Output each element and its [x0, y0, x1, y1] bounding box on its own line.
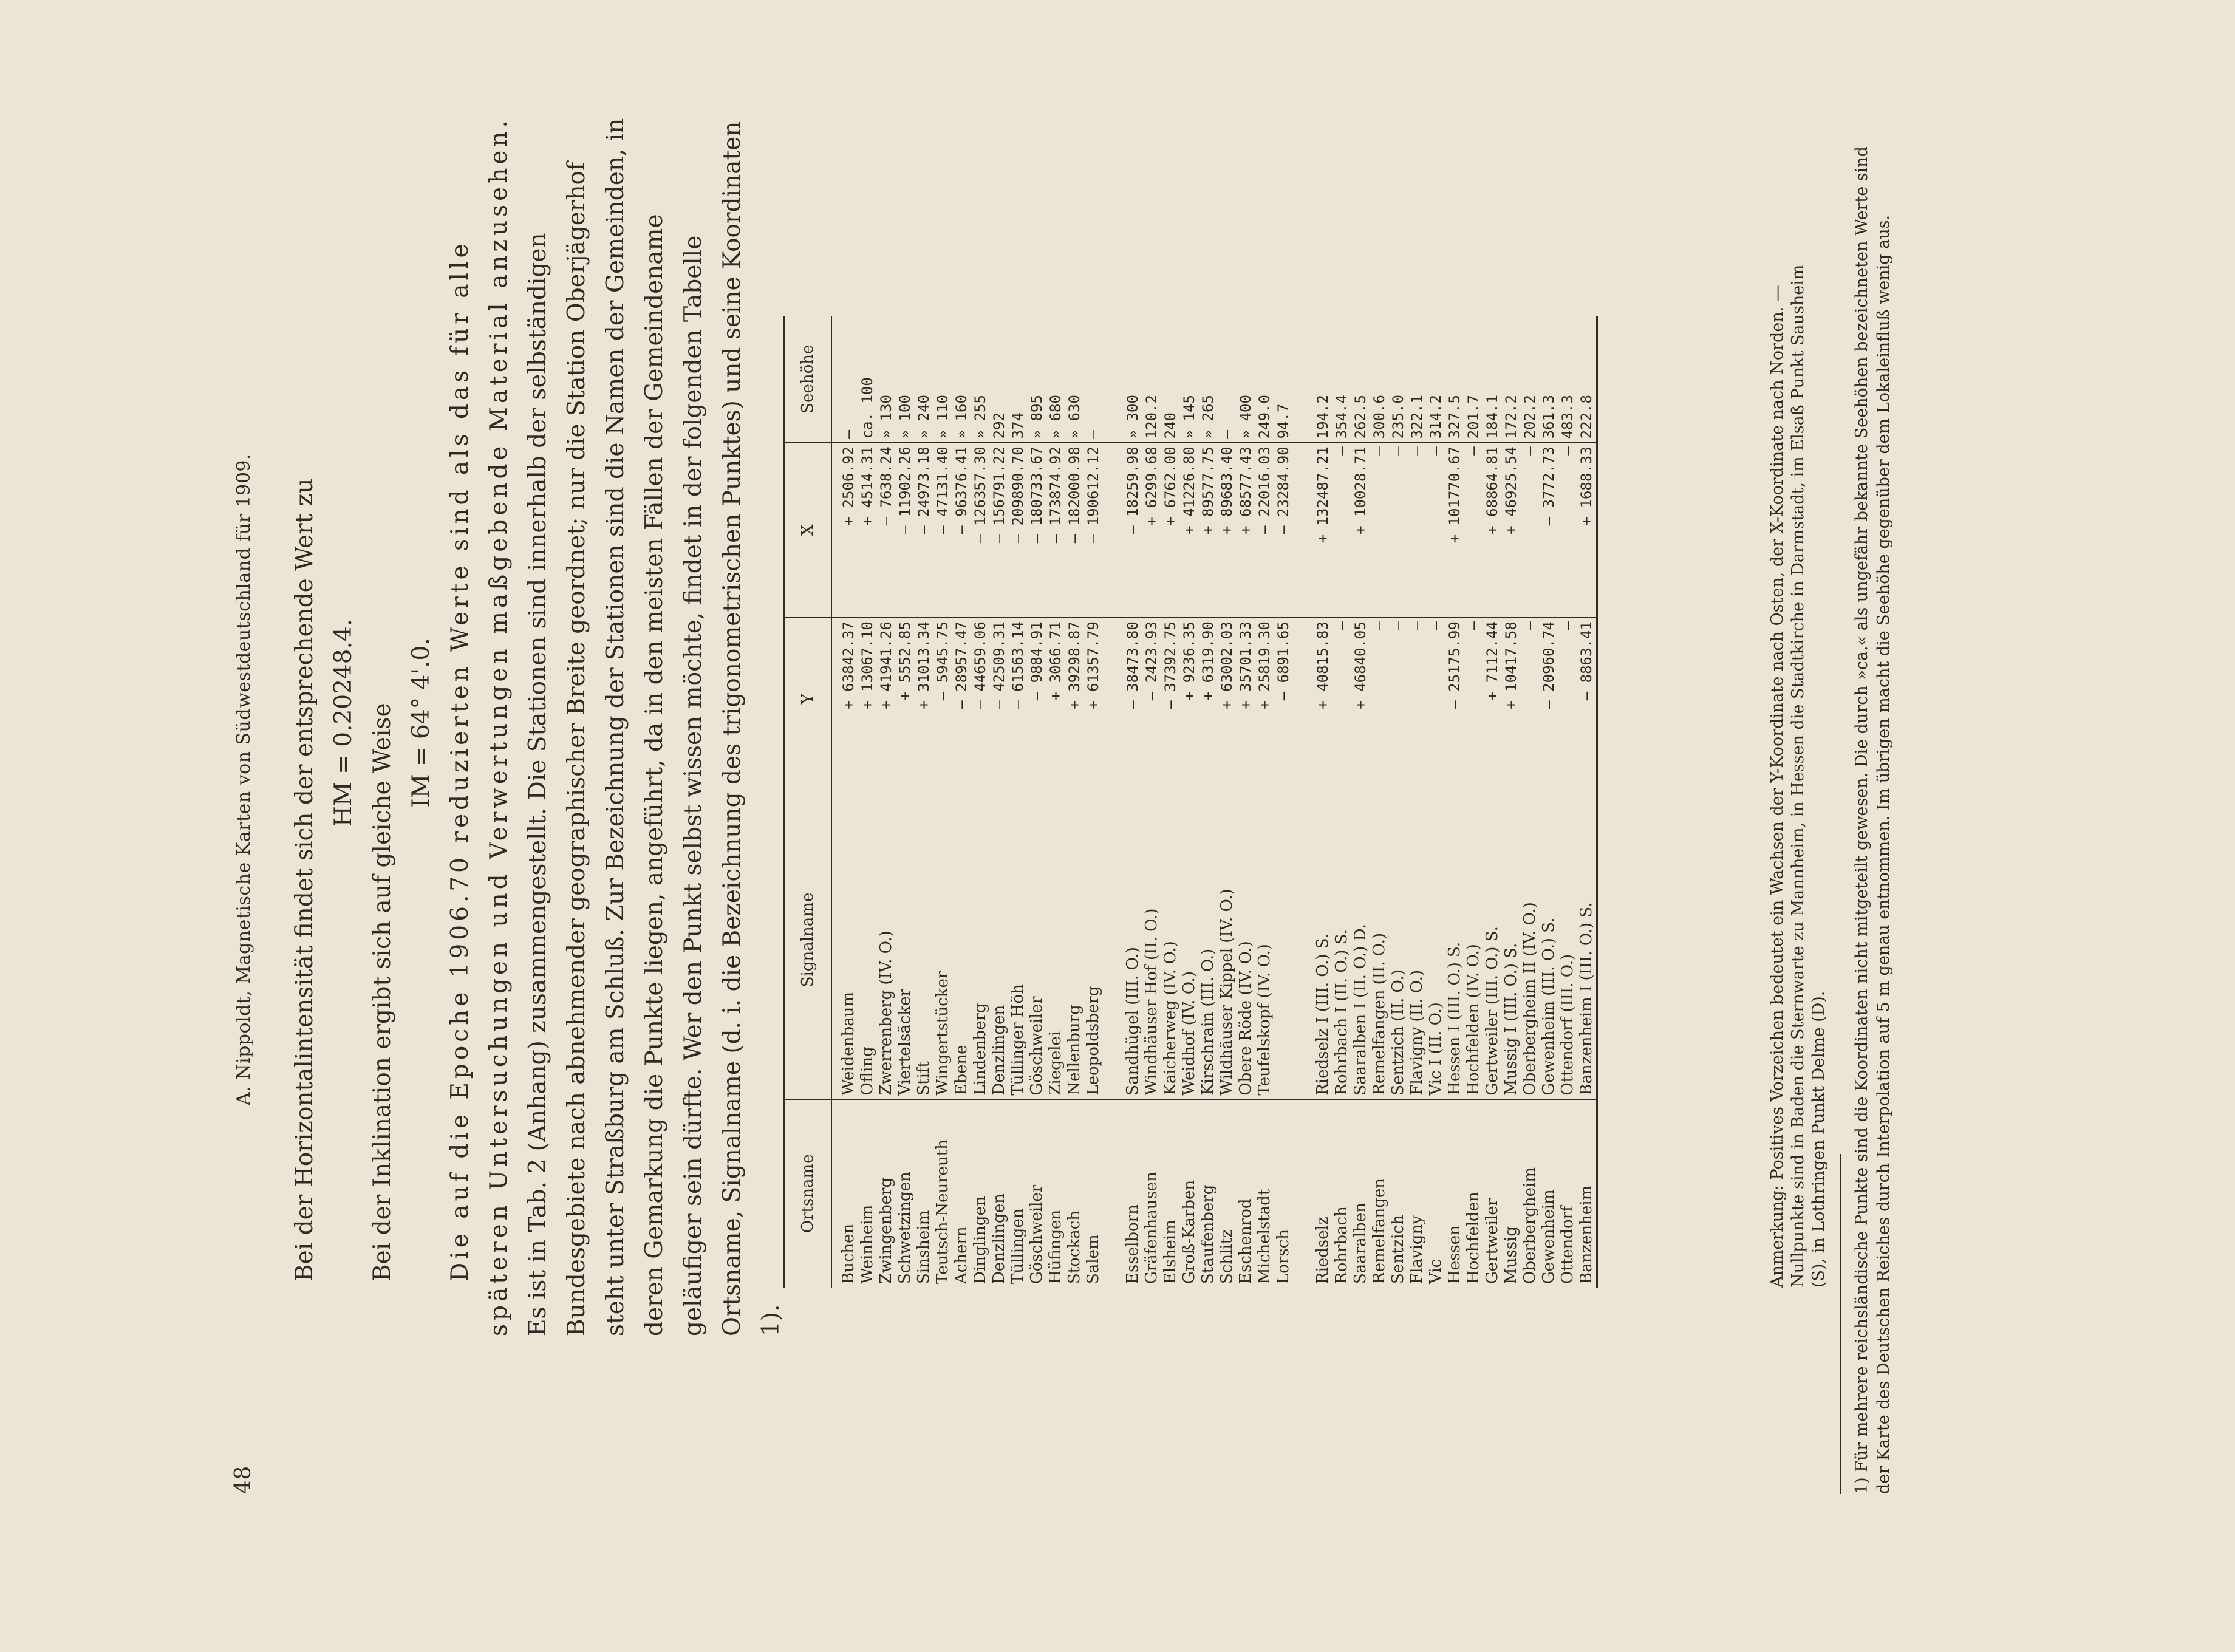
signalname-cell: Hochfelden (IV. O.) — [1464, 780, 1483, 1099]
ortsname-cell: Sinsheim — [915, 1210, 933, 1284]
group-separator — [1293, 316, 1314, 1288]
y-cell: — 38473.80 — [1124, 618, 1142, 780]
seehoehe-cell: 327.5 — [1445, 316, 1464, 443]
ortsname-cell: Schlitz — [1218, 1229, 1236, 1284]
table-row — [915, 316, 933, 1288]
ortsname-cell: Ottendorf — [1558, 1206, 1577, 1284]
x-cell: + 89683.40 — [1218, 443, 1237, 618]
ortsname-cell: Flavigny — [1408, 1215, 1426, 1284]
signalname-cell: Denzlingen — [990, 780, 1009, 1099]
signalname-cell: Kaicherweg (IV. O.) — [1161, 780, 1180, 1099]
signalname-cell: Windhäuser Hof (II. O.) — [1142, 780, 1161, 1099]
x-cell: + 4514.31 — [858, 443, 877, 618]
ortsname-cell: Sentzich — [1389, 1215, 1407, 1284]
y-cell: + 31013.34 — [915, 618, 933, 780]
ortsname-cell: Salem — [1084, 1234, 1102, 1284]
separator-cell — [1293, 443, 1314, 618]
im-intro: Bei der Inklination ergibt sich auf gleiche Weise — [369, 703, 396, 1282]
seehoehe-cell: — — [831, 316, 858, 443]
x-cell: — 209890.70 — [1009, 443, 1028, 618]
footnote-rule — [1840, 1154, 1841, 1494]
running-title: A. Nippoldt, Magnetische Karten von Südwestdeutschland für 1909. — [233, 453, 254, 1105]
footnote: 1) Für mehrere reichsländische Punkte sind die Koordinaten nicht mitgeteilt gewesen. Die durch »ca.« als ungefähr bekannte Seehöhen bezeichneten Werte sind der Karte des Deutschen Reiches durch Interpolation auf 5 m genau entnommen. Im übrigen macht die Seehöhe gegenüber dem Lokaleinfluß wenig aus. — [1852, 146, 1893, 1494]
x-cell: + 1688.33 — [1577, 443, 1597, 618]
table-row — [1314, 316, 1332, 1288]
seehoehe-cell: » 680 — [1046, 316, 1065, 443]
x-cell: — — [1389, 443, 1408, 618]
separator-cell — [1103, 316, 1124, 443]
y-cell: — 2423.93 — [1142, 618, 1161, 780]
seehoehe-cell: » 240 — [915, 316, 933, 443]
seehoehe-cell: 184.1 — [1483, 316, 1502, 443]
group-separator — [1103, 316, 1124, 1288]
table-row — [896, 316, 915, 1288]
ortsname-cell: Michelstadt — [1255, 1189, 1274, 1284]
seehoehe-cell: » 110 — [933, 316, 952, 443]
table-row — [990, 316, 1009, 1288]
seehoehe-cell: » 145 — [1180, 316, 1199, 443]
y-cell: — — [1464, 618, 1483, 780]
seehoehe-cell: — — [1218, 316, 1237, 443]
ortsname-cell: Gewenheim — [1540, 1189, 1558, 1284]
y-cell: — 28957.47 — [952, 618, 971, 780]
x-cell: — 173874.92 — [1046, 443, 1065, 618]
separator-cell — [1103, 1099, 1124, 1288]
signalname-cell: Ofling — [858, 780, 877, 1099]
x-cell: + 10028.71 — [1351, 443, 1370, 618]
signalname-cell: Wingertstücker — [933, 780, 952, 1099]
ortsname-cell: Gräfenhausen — [1142, 1172, 1161, 1284]
y-cell: + 13067.10 — [858, 618, 877, 780]
table-row — [1521, 316, 1540, 1288]
coordinates-table — [783, 316, 1598, 1288]
seehoehe-cell: » 300 — [1124, 316, 1142, 443]
y-cell: — — [1332, 618, 1351, 780]
signalname-cell: Weidenbaum — [831, 780, 858, 1099]
col-y: Y — [785, 618, 832, 780]
ortsname-cell: Achern — [952, 1226, 971, 1284]
body-text — [285, 109, 791, 1336]
y-cell: — — [1558, 618, 1577, 780]
signalname-cell: Lindenberg — [971, 780, 990, 1099]
table-body — [831, 316, 1597, 1288]
ortsname-cell: Schwetzingen — [896, 1172, 914, 1284]
x-cell: + 46925.54 — [1502, 443, 1521, 618]
table-row — [1065, 316, 1084, 1288]
x-cell: + 2506.92 — [831, 443, 858, 618]
x-cell: + 41226.80 — [1180, 443, 1199, 618]
x-cell: — 23284.90 — [1274, 443, 1293, 618]
seehoehe-cell: » 100 — [896, 316, 915, 443]
x-cell: — 11902.26 — [896, 443, 915, 618]
x-cell: — 190612.12 — [1084, 443, 1103, 618]
table-row — [1502, 316, 1521, 1288]
ortsname-cell: Tüllingen — [1009, 1208, 1027, 1284]
table-row — [1577, 316, 1597, 1288]
separator-cell — [1103, 618, 1124, 780]
ortsname-cell: Denzlingen — [990, 1193, 1008, 1284]
table-row — [1028, 316, 1046, 1288]
signalname-cell: Oberbergheim II (IV. O.) — [1521, 780, 1540, 1099]
y-cell: — 5945.75 — [933, 618, 952, 780]
signalname-cell: Hessen I (III. O.) S. — [1445, 780, 1464, 1099]
table-row — [1046, 316, 1065, 1288]
hm-intro: Bei der Horizontalintensität findet sich der entsprechende Wert zu — [291, 478, 318, 1282]
ortsname-cell: Vic — [1427, 1258, 1445, 1284]
ortsname-cell: Eschenrod — [1237, 1198, 1255, 1284]
x-cell: + 6762.00 — [1161, 443, 1180, 618]
ortsname-cell: Weinheim — [858, 1204, 876, 1284]
y-cell: + 6319.90 — [1199, 618, 1218, 780]
ortsname-cell: Hochfelden — [1464, 1192, 1483, 1284]
signalname-cell: Gewenheim (III. O.) S. — [1540, 780, 1558, 1099]
table-row — [1558, 316, 1577, 1288]
seehoehe-cell: — — [1084, 316, 1103, 443]
signalname-cell: Vic I (II. O.) — [1427, 780, 1445, 1099]
separator-cell — [1103, 780, 1124, 1099]
seehoehe-cell: » 895 — [1028, 316, 1046, 443]
ortsname-cell: Remelfangen — [1370, 1178, 1388, 1284]
table-row — [1274, 316, 1293, 1288]
seehoehe-cell: 222.8 — [1577, 316, 1597, 443]
table-row — [1255, 316, 1274, 1288]
seehoehe-cell: » 630 — [1065, 316, 1084, 443]
table-row — [1124, 316, 1142, 1288]
table-row — [1332, 316, 1351, 1288]
signalname-cell: Riedselz I (III. O.) S. — [1314, 780, 1332, 1099]
x-cell: + 68577.43 — [1237, 443, 1255, 618]
table-row — [1161, 316, 1180, 1288]
y-cell: + 39298.87 — [1065, 618, 1084, 780]
table-row — [1218, 316, 1237, 1288]
ortsname-cell: Staufenberg — [1199, 1184, 1217, 1284]
signalname-cell: Tüllinger Höh — [1009, 780, 1028, 1099]
y-cell: + 10417.58 — [1502, 618, 1521, 780]
y-cell: + 63002.03 — [1218, 618, 1237, 780]
x-cell: — 22016.03 — [1255, 443, 1274, 618]
y-cell: + 9236.35 — [1180, 618, 1199, 780]
signalname-cell: Banzenheim I (III. O.) S. — [1577, 780, 1597, 1099]
x-cell: + 101770.67 — [1445, 443, 1464, 618]
signalname-cell: Gertweiler (III. O.) S. — [1483, 780, 1502, 1099]
ortsname-cell: Saaralben — [1351, 1203, 1370, 1284]
x-cell: — 24973.18 — [915, 443, 933, 618]
seehoehe-cell: » 255 — [971, 316, 990, 443]
signalname-cell: Göschweiler — [1028, 780, 1046, 1099]
signalname-cell: Stift — [915, 780, 933, 1099]
signalname-cell: Nellenburg — [1065, 780, 1084, 1099]
seehoehe-cell: 240 — [1161, 316, 1180, 443]
x-cell: — 182000.98 — [1065, 443, 1084, 618]
table-row — [1464, 316, 1483, 1288]
separator-cell — [1293, 1099, 1314, 1288]
signalname-cell: Flavigny (II. O.) — [1408, 780, 1427, 1099]
table-row — [1408, 316, 1427, 1288]
signalname-cell — [1274, 780, 1293, 1099]
y-cell: + 46840.05 — [1351, 618, 1370, 780]
seehoehe-cell: 322.1 — [1408, 316, 1427, 443]
ortsname-cell: Lorsch — [1274, 1229, 1292, 1284]
y-cell: + 25819.30 — [1255, 618, 1274, 780]
x-cell: + 89577.75 — [1199, 443, 1218, 618]
x-cell: — — [1370, 443, 1389, 618]
seehoehe-cell: » 265 — [1199, 316, 1218, 443]
y-cell: + 41941.26 — [877, 618, 896, 780]
signalname-cell: Rohrbach I (II. O.) S. — [1332, 780, 1351, 1099]
seehoehe-cell: » 160 — [952, 316, 971, 443]
table-row — [1540, 316, 1558, 1288]
table-row — [1084, 316, 1103, 1288]
seehoehe-cell: 361.3 — [1540, 316, 1558, 443]
y-cell: + 63842.37 — [831, 618, 858, 780]
col-signalname: Signalname — [785, 780, 832, 1099]
seehoehe-cell: 300.6 — [1370, 316, 1389, 443]
col-x: X — [785, 443, 832, 618]
table-row — [1370, 316, 1389, 1288]
y-cell: — — [1521, 618, 1540, 780]
table-row — [1009, 316, 1028, 1288]
signalname-cell: Sentzich (II. O.) — [1389, 780, 1408, 1099]
y-cell: — 6891.65 — [1274, 618, 1293, 780]
page-number: 48 — [231, 1466, 256, 1494]
signalname-cell: Ottendorf (III. O.) — [1558, 780, 1577, 1099]
y-cell: + 3066.71 — [1046, 618, 1065, 780]
table-row — [1142, 316, 1161, 1288]
seehoehe-cell: 292 — [990, 316, 1009, 443]
signalname-cell: Zwerrenberg (IV. O.) — [877, 780, 896, 1099]
table-row — [952, 316, 971, 1288]
y-cell: — 25175.99 — [1445, 618, 1464, 780]
signalname-cell: Obere Röde (IV. O.) — [1237, 780, 1255, 1099]
col-seehoehe: Seehöhe — [785, 316, 832, 443]
signalname-cell: Remelfangen (II. O.) — [1370, 780, 1389, 1099]
separator-cell — [1103, 443, 1124, 618]
table-row — [1199, 316, 1218, 1288]
seehoehe-cell: ca. 100 — [858, 316, 877, 443]
x-cell: — — [1558, 443, 1577, 618]
table-row — [831, 316, 858, 1288]
ortsname-cell: Dinglingen — [971, 1196, 989, 1284]
signalname-cell: Weidhof (IV. O.) — [1180, 780, 1199, 1099]
x-cell: + 6299.68 — [1142, 443, 1161, 618]
x-cell: + 132487.21 — [1314, 443, 1332, 618]
y-cell: + 7112.44 — [1483, 618, 1502, 780]
y-cell: — 61563.14 — [1009, 618, 1028, 780]
signalname-cell: Ziegelei — [1046, 780, 1065, 1099]
ortsname-cell: Banzenheim — [1577, 1185, 1595, 1284]
table-row — [877, 316, 896, 1288]
ortsname-cell: Mussig — [1502, 1226, 1520, 1284]
separator-cell — [1293, 316, 1314, 443]
ortsname-cell: Teutsch-Neureuth — [933, 1139, 952, 1284]
ortsname-cell: Rohrbach — [1332, 1206, 1351, 1284]
seehoehe-cell: 94.7 — [1274, 316, 1293, 443]
seehoehe-cell: 483.3 — [1558, 316, 1577, 443]
separator-cell — [1293, 618, 1314, 780]
y-cell: + 35701.33 — [1237, 618, 1255, 780]
ortsname-cell: Hüfingen — [1046, 1209, 1065, 1284]
signalname-cell: Mussig I (III. O.) S. — [1502, 780, 1521, 1099]
y-cell: — — [1427, 618, 1445, 780]
signalname-cell: Kirschrain (III. O.) — [1199, 780, 1218, 1099]
table-row — [1351, 316, 1370, 1288]
y-cell: + 40815.83 — [1314, 618, 1332, 780]
table-note: Anmerkung: Positives Vorzeichen bedeutet ein Wachsen der Y-Koordinate nach Osten, der X-Koordinate nach Norden. — Nullpunkte sind in Baden die Sternwarte zu Mannheim, in Hessen die Stadtkirche in Darmstadt, im Elsaß Punkt Sausheim (S), in Lothringen Punkt Delme (D). — [1768, 264, 1828, 1288]
x-cell: — 47131.40 — [933, 443, 952, 618]
x-cell: — 7638.24 — [877, 443, 896, 618]
signalname-cell: Saaralben I (II. O.) D. — [1351, 780, 1370, 1099]
x-cell: — — [1521, 443, 1540, 618]
seehoehe-cell: 202.2 — [1521, 316, 1540, 443]
hm-formula: HM = 0.20248.4. — [330, 618, 357, 827]
table-row — [971, 316, 990, 1288]
y-cell: — — [1408, 618, 1427, 780]
y-cell: — 44659.06 — [971, 618, 990, 780]
ortsname-cell: Esselborn — [1124, 1204, 1142, 1284]
table-row — [1237, 316, 1255, 1288]
ortsname-cell: Groß-Karben — [1180, 1179, 1198, 1284]
im-formula: IM = 64° 4'.0. — [408, 638, 435, 808]
table-header-row — [785, 316, 832, 1288]
ortsname-cell: Göschweiler — [1028, 1184, 1046, 1284]
y-cell: + 5552.85 — [896, 618, 915, 780]
main-paragraph — [441, 109, 791, 1336]
seehoehe-cell: 235.0 — [1389, 316, 1408, 443]
x-cell: — — [1464, 443, 1483, 618]
table-row — [1389, 316, 1408, 1288]
table-row — [1445, 316, 1464, 1288]
x-cell: — — [1408, 443, 1427, 618]
ortsname-cell: Buchen — [839, 1223, 858, 1284]
y-cell: — — [1389, 618, 1408, 780]
seehoehe-cell: 120.2 — [1142, 316, 1161, 443]
signalname-cell: Leopoldsberg — [1084, 780, 1103, 1099]
y-cell: — 37392.75 — [1161, 618, 1180, 780]
table-row — [858, 316, 877, 1288]
x-cell: — 18259.98 — [1124, 443, 1142, 618]
y-cell: — 8863.41 — [1577, 618, 1597, 780]
x-cell: + 68864.81 — [1483, 443, 1502, 618]
signalname-cell: Ebene — [952, 780, 971, 1099]
x-cell: — 3772.73 — [1540, 443, 1558, 618]
seehoehe-cell: 249.0 — [1255, 316, 1274, 443]
y-cell: — 42509.31 — [990, 618, 1009, 780]
ortsname-cell: Zwingenberg — [877, 1177, 895, 1284]
seehoehe-cell: 314.2 — [1427, 316, 1445, 443]
paragraph-emphasis: Die auf die Epoche 1906.70 reduzierten Werte sind als das für alle späteren Untersuchungen und Verwertungen maßgebende Material anzusehen. — [446, 117, 513, 1336]
ortsname-cell: Elsheim — [1161, 1220, 1179, 1284]
table-row — [1427, 316, 1445, 1288]
x-cell: — 96376.41 — [952, 443, 971, 618]
separator-cell — [1293, 780, 1314, 1099]
seehoehe-cell: » 400 — [1237, 316, 1255, 443]
seehoehe-cell: 201.7 — [1464, 316, 1483, 443]
seehoehe-cell: 172.2 — [1502, 316, 1521, 443]
seehoehe-cell: 374 — [1009, 316, 1028, 443]
x-cell: — 180733.67 — [1028, 443, 1046, 618]
x-cell: — 156791.22 — [990, 443, 1009, 618]
signalname-cell: Viertelsäcker — [896, 780, 915, 1099]
x-cell: — 126357.30 — [971, 443, 990, 618]
y-cell: + 61357.79 — [1084, 618, 1103, 780]
paragraph-rest: Es ist in Tab. 2 (Anhang) zusammengestellt. Die Stationen sind innerhalb der selbständigen Bundesgebiete nach abnehmender geographischer Breite geordnet; nur die Station Oberjägerhof steht unter Straßburg am Schluß. Zur Bezeichnung der Stationen sind die Namen der Gemeinden, in deren Gemarkung die Punkte liegen, angeführt, da in den meisten Fällen der Gemeindename geläufiger sein dürfte. Wer den Punkt selbst wissen möchte, findet in der folgenden Tabelle Ortsname, Signalname (d. i. die Bezeichnung des trigonometrischen Punktes) und seine Koordinaten 1). — [524, 118, 785, 1336]
seehoehe-cell: 194.2 — [1314, 316, 1332, 443]
signalname-cell: Sandhügel (III. O.) — [1124, 780, 1142, 1099]
signalname-cell: Teufelskopf (IV. O.) — [1255, 780, 1274, 1099]
y-cell: — — [1370, 618, 1389, 780]
ortsname-cell: Stockach — [1065, 1210, 1083, 1284]
table-row — [1483, 316, 1502, 1288]
y-cell: — 20960.74 — [1540, 618, 1558, 780]
seehoehe-cell: 262.5 — [1351, 316, 1370, 443]
signalname-cell: Wildhäuser Kippel (IV. O.) — [1218, 780, 1237, 1099]
y-cell: — 9884.91 — [1028, 618, 1046, 780]
x-cell: — — [1332, 443, 1351, 618]
ortsname-cell: Riedselz — [1314, 1217, 1332, 1284]
ortsname-cell: Oberbergheim — [1521, 1167, 1539, 1284]
seehoehe-cell: » 130 — [877, 316, 896, 443]
ortsname-cell: Gertweiler — [1483, 1198, 1501, 1284]
table-row — [1180, 316, 1199, 1288]
seehoehe-cell: 354.4 — [1332, 316, 1351, 443]
ortsname-cell: Hessen — [1445, 1225, 1464, 1284]
table-row — [933, 316, 952, 1288]
col-ortsname: Ortsname — [785, 1099, 832, 1288]
x-cell: — — [1427, 443, 1445, 618]
